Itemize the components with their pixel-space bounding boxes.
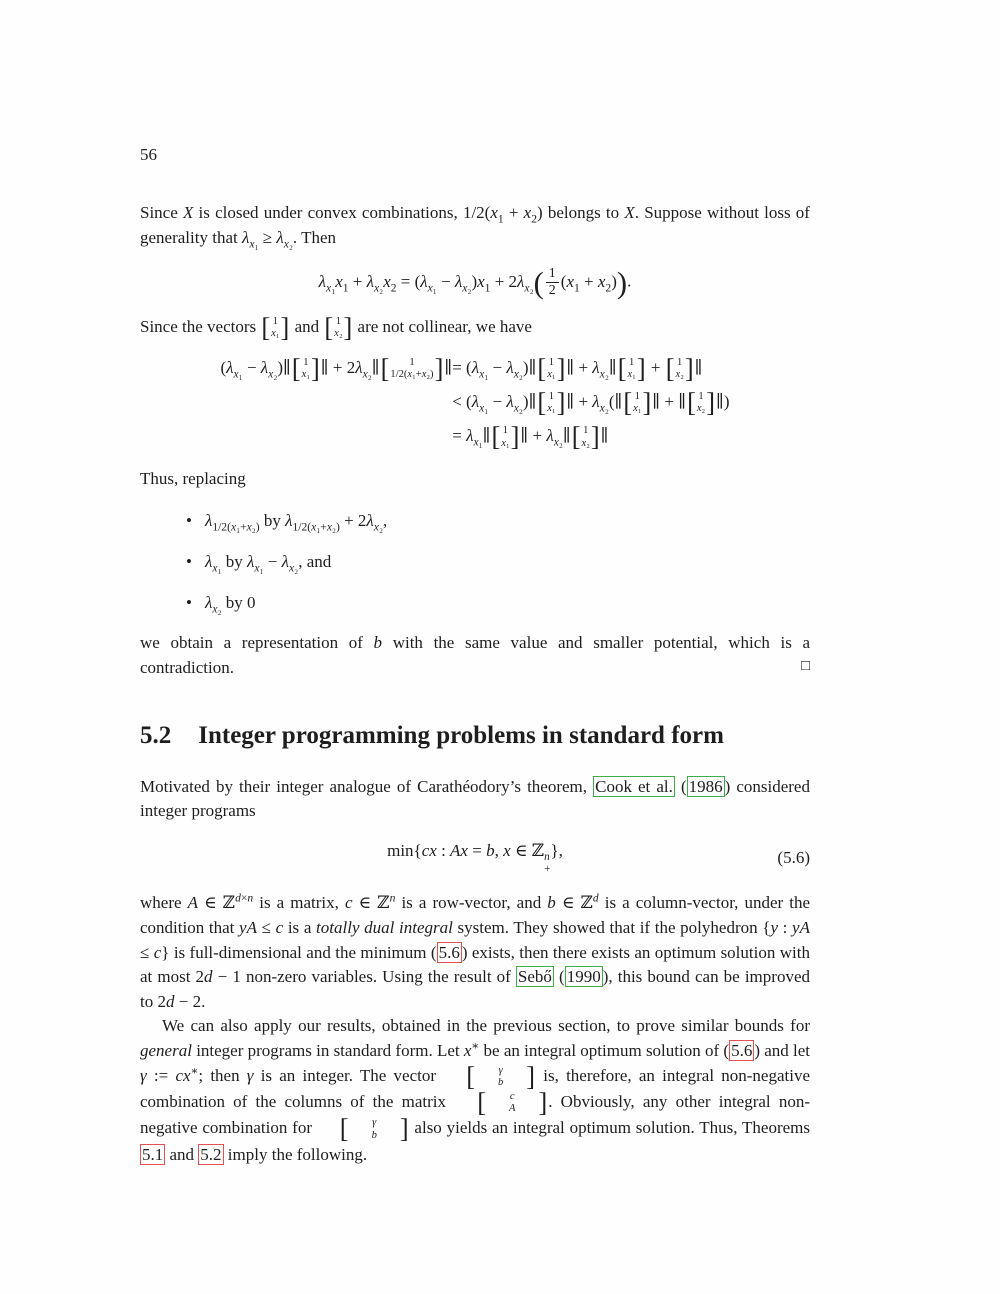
citation-link[interactable]: Cook et al. (595, 776, 673, 796)
reference-link[interactable]: 5.6 (438, 942, 460, 962)
fraction: $\frac{1}{2}$ (546, 266, 559, 299)
list-item: • $\lambda_{1/2(x_1+x_2)}$ by $\lambda_{1/2(x_1+x_2)} + 2\lambda_{x_2}$, (186, 509, 810, 534)
paragraph-motivated: Motivated by their integer analogue of Carathéodory’s theorem, Cook et al. ( 1986 ) considered integer programs (140, 776, 810, 821)
paragraph-thus-replacing: Thus, replacing (140, 468, 246, 488)
citation-link[interactable]: 1990 (566, 967, 601, 987)
equation-ip-standard-form (140, 840, 810, 875)
equation-line-lhs: ($\lambda_{x_1}$ − $\lambda_{x_2})\parallel$ [ 1 x₁ ] ∥ + $2\lambda_{x_2}\parallel$ [ 1 1/2(x₁+x₂) ] ∥ (220, 352, 453, 384)
big-paren: ( (533, 265, 544, 300)
paragraph-where-matrix: where A ∈ ℤ$^{d\times n}$ is a matrix, c ∈ ℤ$^n$ is a row-vector, and b ∈ ℤ$^d$ is a column-vector, under the condition that yA ≤ c is a totally dual integral system. They showed that if the polyhedron {y : yA ≤ c} is full-dimensional and the minimum ( 5.6 ) exists, then there exists an optimum solution with at most 2d − 1 non-zero variables. Using the result of Sebő ( 1990 ), this bound can be improved to 2d − 2. (140, 891, 811, 1011)
column-vector: [ 1 x₁ ] (491, 421, 520, 453)
column-vector: [ 1 x₁ ] (537, 387, 566, 418)
equation-line-lhs (220, 390, 452, 416)
column-vector: [ 1 1/2(x₁+x₂) ] (380, 352, 444, 384)
equation-line-rhs: = $\lambda_{x_1}\parallel$ [ 1 x₁ ] ∥ + $\lambda_{x_2}\parallel$ [ 1 x₂ ] ∥ (452, 421, 609, 453)
qed-symbol: □ (800, 657, 810, 674)
page-number: 56 (140, 145, 157, 164)
column-vector: [ 1 x₁ ] (537, 352, 566, 384)
list-item: • $\lambda_{x_1}$ by $\lambda_{x_1} - \lambda_{x_2}$, and (186, 550, 810, 575)
section-number: 5.2 (140, 721, 172, 749)
column-vector: [ 1 x₁ ] (291, 352, 320, 384)
column-vector: [ 1 x₂ ] (665, 352, 694, 384)
equation-line-rhs: = ($\lambda_{x_1}$ − $\lambda_{x_2})\parallel$ [ 1 x₁ ] ∥ + $\lambda_{x_2}\parallel$ [ 1 x₁ ] + [ 1 x₂ ] ∥ (452, 352, 703, 384)
equation-lambda-combination: $\lambda_{x_1}x_1 + \lambda_{x_2}x_2 = (\lambda_{x_1} - \lambda_{x_2})x_1 + 2\lambda_{x_2}$( $\frac{1}{2}$ $(x_1 + x_2)$). (318, 265, 632, 300)
superscript-subscript: n + (544, 850, 551, 875)
column-vector: [ γ b ] (339, 1113, 409, 1145)
column-vector: [ 1 x₁ ] (617, 352, 646, 384)
equation-tag: (5.6) (777, 847, 810, 867)
equation-line-rhs: < ($\lambda_{x_1}$ − $\lambda_{x_2})\parallel$ [ 1 x₁ ] ∥ + $\lambda_{x_2}(\parallel$ [ 1 x₁ ] ∥ + ∥ [ 1 x₂ ] ∥) (452, 387, 730, 418)
paragraph-we-can-also: We can also apply our results, obtained in the previous section, to prove similar bounds for general integer programs in standard form. Let x∗ be an integral optimum solution of ( 5.6 ) and let γ := cx∗; then γ is an integer. The vector [ γ b ] is, therefore, an integral non-negative combination of the columns of the matrix [ c A ] . Obviously, any other integral non-negative combination for [ γ b ] also yields an integral optimum solution. Thus, Theorems 5.1 and 5.2 imply the following. (140, 1016, 811, 1164)
column-vector: [ 1 x₁ ] (623, 387, 652, 418)
section-title: Integer programming problems in standard form (198, 721, 724, 749)
reference-link[interactable]: 5.1 (142, 1144, 164, 1164)
column-vector: [ 1 x₂ ] (324, 312, 353, 344)
section-heading (140, 721, 810, 751)
reference-link[interactable]: 5.6 (731, 1041, 753, 1061)
paragraph-contradiction: we obtain a representation of b with the same value and smaller potential, which is a contradiction. □ (140, 633, 810, 677)
paragraph-convex-combinations: Since X is closed under convex combinations, $1/2(x_1 + x_2)$ belongs to X. Suppose without loss of generality that $\lambda_{x_1} \ge \lambda_{x_2}$. Then (140, 203, 810, 251)
paragraph-not-collinear: Since the vectors [ 1 x₁ ] and [ 1 x₂ ] are not collinear, we have (140, 312, 532, 344)
equation-body: min{cx : Ax = b, x ∈ ℤ n + }, (387, 840, 563, 875)
list-item: • $\lambda_{x_2}$ by 0 (186, 591, 810, 616)
column-vector: [ 1 x₂ ] (571, 421, 600, 453)
column-vector: [ c A ] (477, 1087, 548, 1118)
reference-link[interactable]: 5.2 (200, 1144, 222, 1164)
replacement-list (186, 509, 810, 615)
equation-line-lhs (220, 424, 452, 450)
citation-link[interactable]: Sebő (517, 967, 552, 987)
column-vector: [ γ b ] (466, 1060, 536, 1092)
big-paren: ) (616, 265, 628, 300)
column-vector: [ 1 x₁ ] (261, 312, 290, 344)
column-vector: [ 1 x₂ ] (687, 387, 715, 418)
equation-norm-inequality (140, 352, 810, 453)
citation-link[interactable]: 1986 (688, 776, 723, 796)
